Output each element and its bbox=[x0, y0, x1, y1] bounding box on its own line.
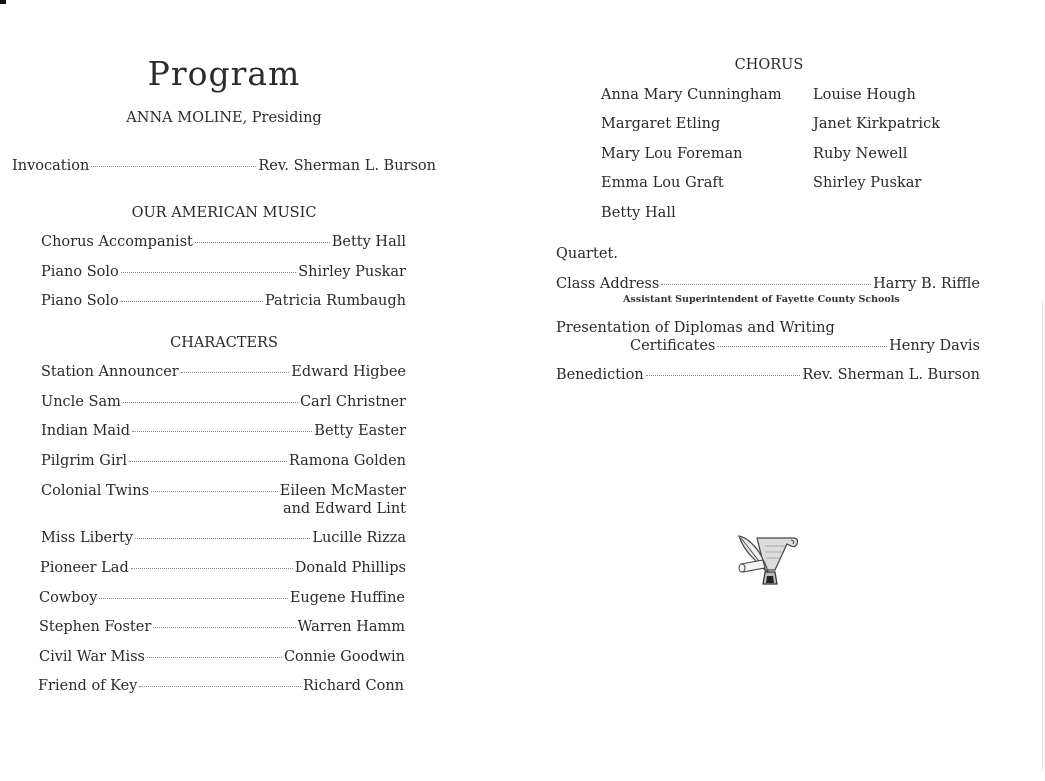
character-row bbox=[41, 423, 406, 439]
role-label: Invocation bbox=[12, 158, 90, 174]
dot-leader bbox=[129, 461, 287, 462]
person-name: Lucille Rizza bbox=[312, 530, 406, 546]
program-row bbox=[41, 264, 406, 280]
presiding-line: ANNA MOLINE, Presiding bbox=[126, 110, 322, 126]
dot-leader bbox=[121, 301, 263, 302]
quill-scroll-inkwell-icon bbox=[735, 530, 801, 590]
character-row bbox=[39, 619, 405, 635]
role-label: Friend of Key bbox=[38, 678, 138, 694]
presentation-label: Presentation of Diplomas and Writing bbox=[556, 320, 835, 336]
character-row bbox=[38, 678, 404, 694]
benediction-row bbox=[556, 367, 980, 383]
dot-leader bbox=[151, 491, 278, 492]
role-label: Stephen Foster bbox=[39, 619, 152, 635]
person-name: Donald Phillips bbox=[294, 560, 406, 576]
section-heading-characters: CHARACTERS bbox=[170, 335, 278, 351]
dot-leader bbox=[661, 284, 871, 285]
person-name: Edward Higbee bbox=[291, 364, 406, 380]
person-name: Shirley Puskar bbox=[298, 264, 406, 280]
presentation-row bbox=[630, 338, 980, 354]
chorus-member: Louise Hough bbox=[813, 87, 916, 103]
role-label: Pilgrim Girl bbox=[41, 453, 128, 469]
dot-leader bbox=[147, 657, 282, 658]
person-name: Richard Conn bbox=[303, 678, 404, 694]
class-address-row bbox=[556, 276, 980, 292]
chorus-member: Mary Lou Foreman bbox=[601, 146, 743, 162]
chorus-member: Emma Lou Graft bbox=[601, 175, 724, 191]
role-label: Cowboy bbox=[39, 590, 98, 606]
chorus-member: Betty Hall bbox=[601, 205, 676, 221]
dot-leader bbox=[91, 166, 256, 167]
dot-leader bbox=[717, 346, 887, 347]
person-name: Connie Goodwin bbox=[283, 649, 405, 665]
dot-leader bbox=[132, 431, 312, 432]
dot-leader bbox=[646, 375, 801, 376]
quartet-line: Quartet. bbox=[556, 246, 619, 262]
character-row bbox=[41, 483, 406, 499]
person-name: Eugene Huffine bbox=[289, 590, 405, 606]
character-row bbox=[41, 364, 406, 380]
person-name: Henry Davis bbox=[889, 338, 980, 354]
dot-leader bbox=[123, 402, 298, 403]
chorus-member: Anna Mary Cunningham bbox=[601, 87, 782, 103]
person-name: Rev. Sherman L. Burson bbox=[258, 158, 436, 174]
chorus-member: Janet Kirkpatrick bbox=[813, 116, 941, 132]
role-label: Miss Liberty bbox=[41, 530, 134, 546]
chorus-member: Ruby Newell bbox=[813, 146, 908, 162]
role-label: Piano Solo bbox=[41, 293, 119, 309]
speaker-title: Assistant Superintendent of Fayette County Schools bbox=[623, 294, 900, 305]
dot-leader bbox=[121, 272, 296, 273]
role-label: Benediction bbox=[556, 367, 644, 383]
person-name: Warren Hamm bbox=[297, 619, 405, 635]
character-row bbox=[41, 394, 406, 410]
role-label: Indian Maid bbox=[41, 423, 130, 439]
program-row bbox=[41, 234, 406, 250]
chorus-member: Shirley Puskar bbox=[813, 175, 922, 191]
scan-corner-mark bbox=[0, 0, 6, 4]
chorus-member: Margaret Etling bbox=[601, 116, 721, 132]
role-label: Pioneer Lad bbox=[40, 560, 129, 576]
person-name: Harry B. Riffle bbox=[873, 276, 980, 292]
person-name: Ramona Golden bbox=[288, 453, 406, 469]
role-label: Civil War Miss bbox=[39, 649, 146, 665]
section-heading-music: OUR AMERICAN MUSIC bbox=[131, 205, 317, 221]
dot-leader bbox=[181, 372, 289, 373]
role-label: Colonial Twins bbox=[41, 483, 150, 499]
person-name: Betty Hall bbox=[331, 234, 406, 250]
role-label: Uncle Sam bbox=[41, 394, 121, 410]
role-label: Class Address bbox=[556, 276, 660, 292]
person-name: Betty Easter bbox=[314, 423, 406, 439]
person-name: Rev. Sherman L. Burson bbox=[802, 367, 980, 383]
program-row bbox=[41, 293, 406, 309]
person-name: Carl Christner bbox=[299, 394, 406, 410]
dot-leader bbox=[135, 538, 310, 539]
section-heading-chorus: CHORUS bbox=[734, 57, 804, 73]
person-name-continued: and Edward Lint bbox=[282, 501, 406, 517]
page-edge bbox=[1042, 300, 1043, 770]
dot-leader bbox=[99, 598, 287, 599]
character-row bbox=[39, 590, 405, 606]
character-row bbox=[41, 530, 406, 546]
character-row bbox=[41, 453, 406, 469]
character-row bbox=[40, 560, 406, 576]
character-row bbox=[39, 649, 405, 665]
role-label: Chorus Accompanist bbox=[41, 234, 193, 250]
person-name: Patricia Rumbaugh bbox=[264, 293, 406, 309]
dot-leader bbox=[153, 627, 295, 628]
dot-leader bbox=[139, 686, 301, 687]
role-label: Certificates bbox=[630, 338, 716, 354]
role-label: Piano Solo bbox=[41, 264, 119, 280]
dot-leader bbox=[131, 568, 293, 569]
invocation-row bbox=[12, 158, 436, 174]
dot-leader bbox=[195, 242, 330, 243]
page-title: Program bbox=[147, 54, 301, 93]
role-label: Station Announcer bbox=[41, 364, 179, 380]
person-name: Eileen McMaster bbox=[279, 483, 406, 499]
